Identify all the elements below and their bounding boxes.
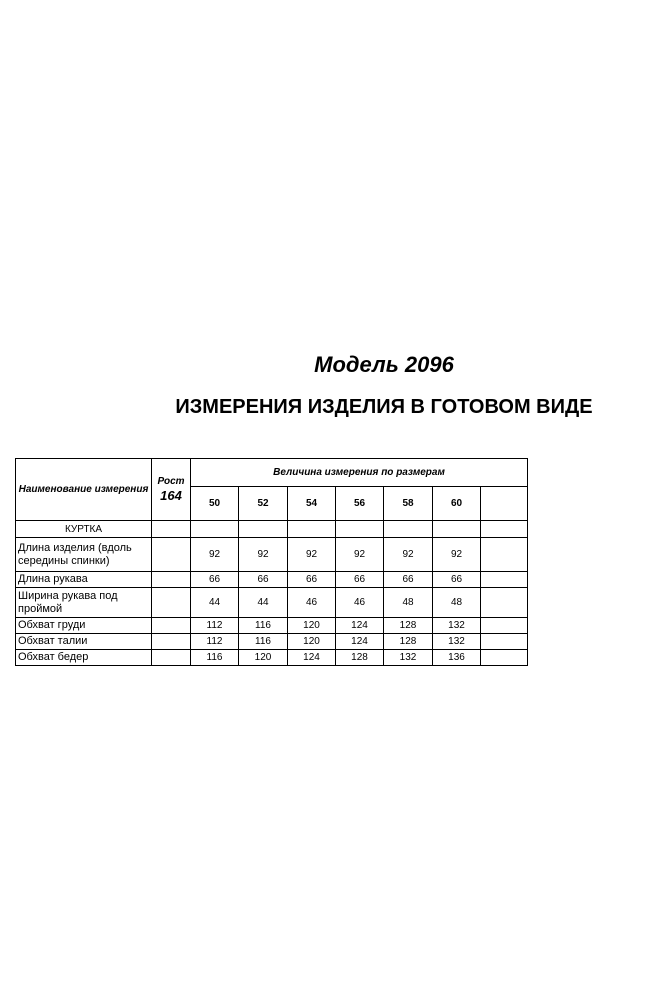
size-cell: 54 (288, 487, 336, 521)
value-cell: 48 (433, 588, 481, 618)
header-height (152, 459, 191, 521)
size-cell: 50 (191, 487, 239, 521)
value-cell: 92 (433, 538, 481, 572)
empty-cell (384, 521, 433, 538)
empty-cell (152, 634, 191, 650)
size-cell: 52 (239, 487, 288, 521)
value-cell: 66 (288, 572, 336, 588)
value-cell: 48 (384, 588, 433, 618)
empty-cell (191, 521, 239, 538)
value-cell: 66 (384, 572, 433, 588)
section-label: КУРТКА (16, 521, 152, 538)
value-cell: 116 (239, 618, 288, 634)
row-label: Обхват груди (16, 618, 152, 634)
header-height-label: Рост (157, 475, 185, 487)
value-cell: 120 (239, 650, 288, 666)
row-label: Обхват талии (16, 634, 152, 650)
empty-cell (152, 572, 191, 588)
value-cell: 46 (288, 588, 336, 618)
value-cell: 92 (288, 538, 336, 572)
header-sizes: Величина измерения по размерам (191, 459, 528, 487)
value-cell: 116 (239, 634, 288, 650)
value-cell: 128 (384, 634, 433, 650)
value-cell: 124 (336, 634, 384, 650)
table-row (16, 650, 528, 666)
header-measurement-name: Наименование измерения (16, 459, 152, 521)
empty-cell (288, 521, 336, 538)
empty-cell (239, 521, 288, 538)
value-cell (481, 538, 528, 572)
table-row (16, 572, 528, 588)
value-cell: 66 (239, 572, 288, 588)
empty-cell (152, 650, 191, 666)
table-row (16, 538, 528, 572)
value-cell: 112 (191, 618, 239, 634)
value-cell (481, 634, 528, 650)
row-label: Длина рукава (16, 572, 152, 588)
size-cell (481, 487, 528, 521)
value-cell: 66 (191, 572, 239, 588)
page-title: ИЗМЕРЕНИЯ ИЗДЕЛИЯ В ГОТОВОМ ВИДЕ (175, 396, 593, 418)
empty-cell (152, 618, 191, 634)
value-cell: 44 (191, 588, 239, 618)
size-cell: 60 (433, 487, 481, 521)
row-label: Ширина рукава под проймой (16, 588, 152, 618)
value-cell: 92 (336, 538, 384, 572)
value-cell: 66 (336, 572, 384, 588)
value-cell: 120 (288, 634, 336, 650)
empty-cell (481, 521, 528, 538)
table-row (16, 634, 528, 650)
value-cell: 128 (336, 650, 384, 666)
size-cell: 56 (336, 487, 384, 521)
size-cell: 58 (384, 487, 433, 521)
value-cell: 46 (336, 588, 384, 618)
value-cell: 44 (239, 588, 288, 618)
value-cell: 92 (191, 538, 239, 572)
value-cell: 120 (288, 618, 336, 634)
value-cell (481, 588, 528, 618)
value-cell (481, 572, 528, 588)
value-cell: 124 (336, 618, 384, 634)
value-cell (481, 618, 528, 634)
empty-cell (152, 588, 191, 618)
value-cell: 116 (191, 650, 239, 666)
empty-cell (152, 538, 191, 572)
value-cell: 132 (384, 650, 433, 666)
empty-cell (152, 521, 191, 538)
empty-cell (433, 521, 481, 538)
value-cell: 112 (191, 634, 239, 650)
empty-cell (336, 521, 384, 538)
value-cell: 132 (433, 618, 481, 634)
value-cell: 132 (433, 634, 481, 650)
row-label: Длина изделия (вдоль середины спинки) (16, 538, 152, 572)
table-row (16, 618, 528, 634)
value-cell (481, 650, 528, 666)
value-cell: 66 (433, 572, 481, 588)
value-cell: 92 (384, 538, 433, 572)
value-cell: 124 (288, 650, 336, 666)
value-cell: 136 (433, 650, 481, 666)
header-height-value: 164 (160, 487, 182, 503)
model-title: Модель 2096 (314, 352, 454, 377)
table-row (16, 588, 528, 618)
section-row (16, 521, 528, 538)
row-label: Обхват бедер (16, 650, 152, 666)
value-cell: 128 (384, 618, 433, 634)
measurements-table (15, 458, 528, 666)
value-cell: 92 (239, 538, 288, 572)
table-header-row (16, 459, 528, 487)
